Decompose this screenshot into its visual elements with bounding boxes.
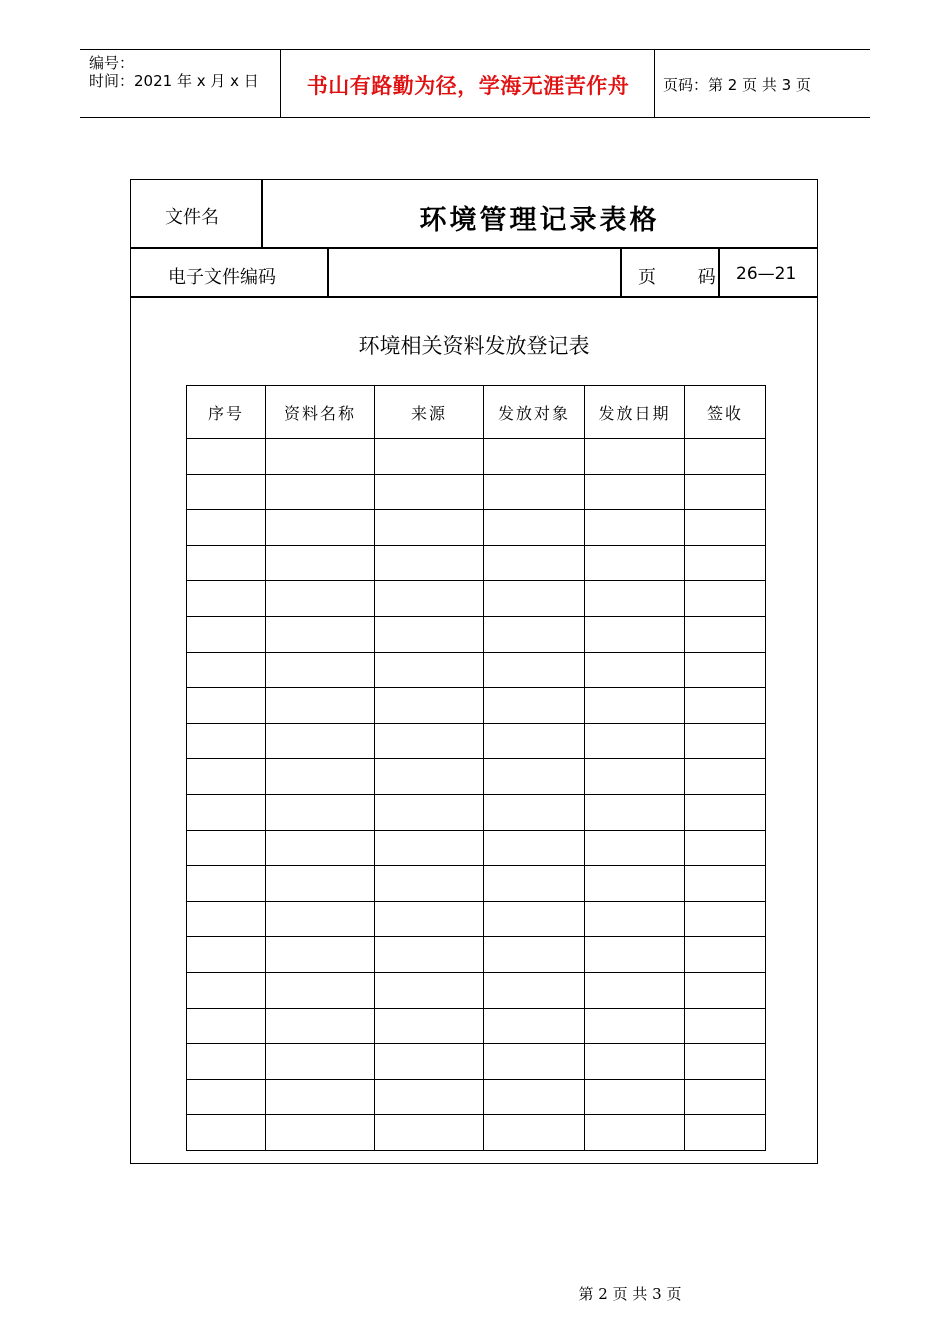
- table-cell[interactable]: [266, 937, 375, 973]
- table-row: [187, 937, 766, 973]
- table-cell[interactable]: [266, 794, 375, 830]
- electronic-code-label: 电子文件编码: [168, 267, 276, 288]
- table-row: [187, 439, 766, 475]
- table-cell[interactable]: [585, 723, 685, 759]
- table-cell[interactable]: [585, 830, 685, 866]
- page-footer: 第 2 页 共 3 页: [578, 1285, 682, 1303]
- header-divider: [654, 49, 655, 118]
- table-cell[interactable]: [375, 545, 484, 581]
- table-cell[interactable]: [484, 510, 585, 546]
- number-label: 编号：: [89, 54, 135, 72]
- column-header-source: 来源: [375, 386, 484, 439]
- table-cell[interactable]: [484, 1079, 585, 1115]
- table-cell[interactable]: [585, 581, 685, 617]
- table-cell[interactable]: [585, 901, 685, 937]
- table-cell[interactable]: [484, 616, 585, 652]
- header-top-rule: [80, 49, 870, 50]
- table-row: [187, 688, 766, 724]
- table-cell[interactable]: [187, 652, 266, 688]
- table-row: [187, 510, 766, 546]
- table-cell[interactable]: [585, 545, 685, 581]
- table-cell[interactable]: [187, 759, 266, 795]
- table-cell[interactable]: [266, 1079, 375, 1115]
- table-cell[interactable]: [685, 972, 766, 1008]
- table-row: [187, 545, 766, 581]
- column-header-signature: 签收: [685, 386, 766, 439]
- table-cell[interactable]: [484, 759, 585, 795]
- table-cell[interactable]: [187, 937, 266, 973]
- distribution-register-table: [186, 385, 766, 1151]
- table-header-row: [187, 386, 766, 439]
- table-cell[interactable]: [375, 1044, 484, 1080]
- table-cell[interactable]: [484, 972, 585, 1008]
- table-cell[interactable]: [685, 901, 766, 937]
- table-cell[interactable]: [375, 439, 484, 475]
- table-cell[interactable]: [484, 723, 585, 759]
- table-cell[interactable]: [266, 510, 375, 546]
- table-cell[interactable]: [375, 1008, 484, 1044]
- form-title: 环境相关资料发放登记表: [358, 334, 590, 358]
- table-cell[interactable]: [187, 688, 266, 724]
- table-cell[interactable]: [375, 1115, 484, 1151]
- table-cell[interactable]: [266, 723, 375, 759]
- table-cell[interactable]: [484, 581, 585, 617]
- row-divider: [130, 296, 818, 298]
- table-cell[interactable]: [266, 972, 375, 1008]
- table-cell[interactable]: [375, 652, 484, 688]
- page-value: 26—21: [736, 264, 797, 284]
- table-cell[interactable]: [585, 474, 685, 510]
- table-cell[interactable]: [266, 688, 375, 724]
- table-cell[interactable]: [484, 1008, 585, 1044]
- table-cell[interactable]: [375, 830, 484, 866]
- table-cell[interactable]: [187, 723, 266, 759]
- table-cell[interactable]: [585, 937, 685, 973]
- table-cell[interactable]: [266, 474, 375, 510]
- table-cell[interactable]: [266, 1044, 375, 1080]
- table-cell[interactable]: [585, 972, 685, 1008]
- table-cell[interactable]: [266, 616, 375, 652]
- table-row: [187, 474, 766, 510]
- table-cell[interactable]: [484, 688, 585, 724]
- table-cell[interactable]: [585, 794, 685, 830]
- table-cell[interactable]: [266, 652, 375, 688]
- table-cell[interactable]: [266, 1008, 375, 1044]
- table-row: [187, 652, 766, 688]
- table-cell[interactable]: [266, 439, 375, 475]
- table-cell[interactable]: [187, 439, 266, 475]
- table-row: [187, 1008, 766, 1044]
- table-cell[interactable]: [685, 1044, 766, 1080]
- table-cell[interactable]: [685, 688, 766, 724]
- table-cell[interactable]: [685, 1008, 766, 1044]
- table-cell[interactable]: [375, 616, 484, 652]
- table-cell[interactable]: [484, 866, 585, 902]
- column-header-recipient: 发放对象: [484, 386, 585, 439]
- col-divider: [620, 247, 622, 297]
- table-cell[interactable]: [585, 510, 685, 546]
- table-cell[interactable]: [266, 545, 375, 581]
- table-cell[interactable]: [187, 830, 266, 866]
- table-cell[interactable]: [685, 545, 766, 581]
- table-cell[interactable]: [484, 830, 585, 866]
- table-cell[interactable]: [375, 759, 484, 795]
- table-cell[interactable]: [685, 723, 766, 759]
- table-row: [187, 759, 766, 795]
- table-cell[interactable]: [585, 866, 685, 902]
- table-cell[interactable]: [685, 581, 766, 617]
- table-cell[interactable]: [266, 759, 375, 795]
- table-cell[interactable]: [375, 901, 484, 937]
- table-row: [187, 1115, 766, 1151]
- column-header-issue-date: 发放日期: [585, 386, 685, 439]
- table-cell[interactable]: [187, 474, 266, 510]
- table-row: [187, 794, 766, 830]
- table-cell[interactable]: [187, 1044, 266, 1080]
- table-cell[interactable]: [187, 545, 266, 581]
- table-cell[interactable]: [484, 545, 585, 581]
- table-cell[interactable]: [187, 1008, 266, 1044]
- table-cell[interactable]: [266, 1115, 375, 1151]
- table-row: [187, 972, 766, 1008]
- table-cell[interactable]: [484, 474, 585, 510]
- table-cell[interactable]: [484, 439, 585, 475]
- table-cell[interactable]: [685, 652, 766, 688]
- column-header-serial: 序号: [187, 386, 266, 439]
- table-cell[interactable]: [375, 723, 484, 759]
- col-divider: [327, 247, 329, 297]
- table-row: [187, 866, 766, 902]
- table-cell[interactable]: [187, 794, 266, 830]
- header-page-info: 页码：第 2 页 共 3 页: [663, 76, 811, 94]
- table-cell[interactable]: [484, 901, 585, 937]
- table-cell[interactable]: [685, 759, 766, 795]
- table-cell[interactable]: [585, 616, 685, 652]
- table-cell[interactable]: [585, 759, 685, 795]
- column-header-document-name: 资料名称: [266, 386, 375, 439]
- table-cell[interactable]: [375, 937, 484, 973]
- table-cell[interactable]: [685, 830, 766, 866]
- table-cell[interactable]: [375, 866, 484, 902]
- table-cell[interactable]: [484, 652, 585, 688]
- table-cell[interactable]: [187, 616, 266, 652]
- table-cell[interactable]: [187, 581, 266, 617]
- table-cell[interactable]: [585, 439, 685, 475]
- table-cell[interactable]: [585, 1008, 685, 1044]
- table-cell[interactable]: [375, 972, 484, 1008]
- row-divider: [130, 247, 818, 249]
- table-cell[interactable]: [484, 1115, 585, 1151]
- table-cell[interactable]: [266, 830, 375, 866]
- table-cell[interactable]: [375, 688, 484, 724]
- table-cell[interactable]: [685, 474, 766, 510]
- table-cell[interactable]: [375, 1079, 484, 1115]
- table-cell[interactable]: [484, 794, 585, 830]
- table-cell[interactable]: [266, 581, 375, 617]
- table-cell[interactable]: [585, 1044, 685, 1080]
- table-cell[interactable]: [585, 1079, 685, 1115]
- header-divider: [280, 49, 281, 118]
- header-bottom-rule: [80, 117, 870, 118]
- table-cell[interactable]: [685, 866, 766, 902]
- table-row: [187, 901, 766, 937]
- table-cell[interactable]: [375, 794, 484, 830]
- table-cell[interactable]: [266, 866, 375, 902]
- table-cell[interactable]: [375, 581, 484, 617]
- table-cell[interactable]: [375, 510, 484, 546]
- table-row: [187, 830, 766, 866]
- table-cell[interactable]: [685, 510, 766, 546]
- table-cell[interactable]: [685, 616, 766, 652]
- table-cell[interactable]: [685, 794, 766, 830]
- table-row: [187, 616, 766, 652]
- table-cell[interactable]: [266, 901, 375, 937]
- table-cell[interactable]: [685, 1079, 766, 1115]
- table-cell[interactable]: [685, 937, 766, 973]
- document-title: 环境管理记录表格: [419, 205, 660, 236]
- table-cell[interactable]: [187, 866, 266, 902]
- table-cell[interactable]: [187, 972, 266, 1008]
- page-label: 页 码: [638, 267, 734, 288]
- table-row: [187, 723, 766, 759]
- table-row: [187, 1079, 766, 1115]
- table-cell[interactable]: [685, 439, 766, 475]
- table-cell[interactable]: [187, 1079, 266, 1115]
- table-cell[interactable]: [187, 510, 266, 546]
- time-label: 时间：2021 年 x 月 x 日: [89, 72, 259, 90]
- table-cell[interactable]: [585, 688, 685, 724]
- table-cell[interactable]: [187, 1115, 266, 1151]
- table-cell[interactable]: [685, 1115, 766, 1151]
- table-cell[interactable]: [187, 901, 266, 937]
- table-row: [187, 1044, 766, 1080]
- table-cell[interactable]: [585, 1115, 685, 1151]
- motto-text: 书山有路勤为径，学海无涯苦作舟: [306, 74, 630, 98]
- table-row: [187, 581, 766, 617]
- table-cell[interactable]: [484, 937, 585, 973]
- table-cell[interactable]: [375, 474, 484, 510]
- file-name-label: 文件名: [165, 207, 219, 228]
- table-cell[interactable]: [484, 1044, 585, 1080]
- table-cell[interactable]: [585, 652, 685, 688]
